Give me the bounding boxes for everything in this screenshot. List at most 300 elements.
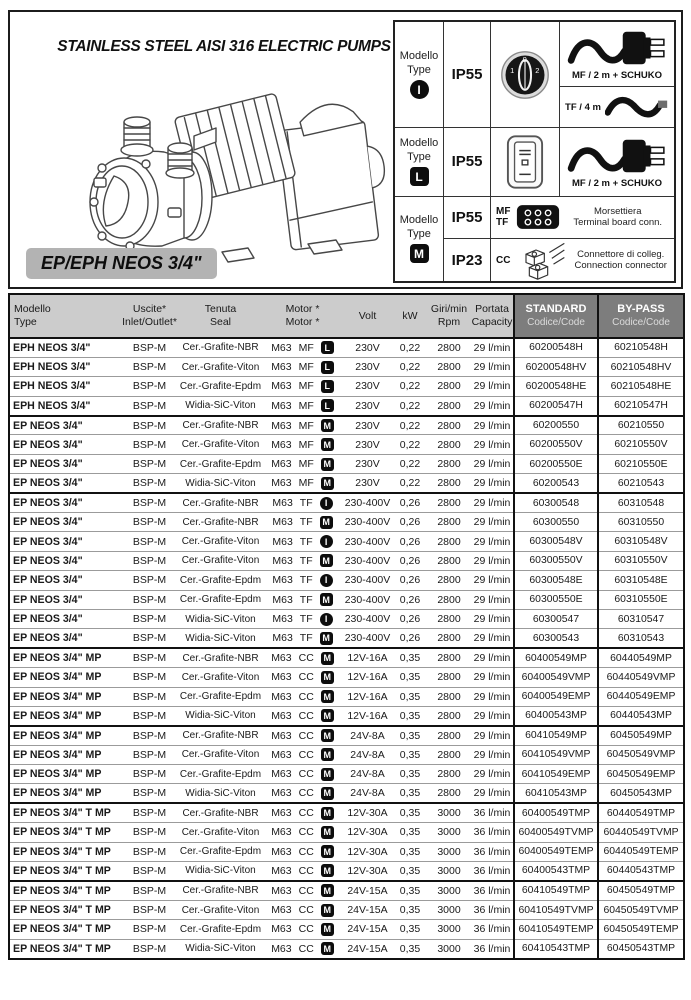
cell-seal: Cer.-Grafite-Epdm: [178, 571, 263, 590]
cell-bypass-code: 60440549TMP: [598, 803, 684, 822]
cell-bypass-code: 60440543TMP: [598, 862, 684, 881]
cell-seal: Cer.-Grafite-NBR: [178, 493, 263, 512]
cell-volt: 12V-30A: [342, 823, 393, 842]
cell-standard-code: 60300550V: [514, 551, 598, 570]
table-row: [9, 648, 684, 667]
motor-code: MF: [298, 458, 314, 471]
table-row: [9, 357, 684, 376]
motor-code: MF: [298, 341, 314, 354]
cell-bypass-code: 60440549TEMP: [598, 842, 684, 861]
motor-code: CC: [298, 671, 314, 684]
table-row: [9, 551, 684, 570]
cell-rpm: 2800: [427, 513, 471, 532]
cell-standard-code: 60300548V: [514, 532, 598, 551]
cell-model: EPH NEOS 3/4": [9, 338, 121, 357]
cell-rpm: 3000: [427, 900, 471, 919]
table-row: [9, 900, 684, 919]
type-label-cell: [395, 128, 444, 195]
cell-model: EP NEOS 3/4" MP: [9, 687, 121, 706]
cell-kw: 0,22: [393, 338, 427, 357]
cell-capacity: 29 l/min: [471, 338, 514, 357]
cell-kw: 0,22: [393, 416, 427, 435]
cell-bypass-code: 60310548: [598, 493, 684, 512]
cell-volt: 230V: [342, 396, 393, 415]
motor-code: TF: [299, 574, 313, 587]
cell-model: EP NEOS 3/4" MP: [9, 706, 121, 725]
cell-bypass-code: 60210543: [598, 474, 684, 493]
cell-model: EP NEOS 3/4" T MP: [9, 862, 121, 881]
cell-standard-code: 60400543MP: [514, 706, 598, 725]
type-m-subrows: [444, 197, 674, 281]
cell-volt: 12V-16A: [342, 648, 393, 667]
cell-motor: [263, 493, 342, 512]
cell-inlet-outlet: BSP-M: [121, 803, 178, 822]
cell-capacity: 36 l/min: [471, 803, 514, 822]
type-badge: M: [321, 768, 334, 781]
cell-inlet-outlet: BSP-M: [121, 823, 178, 842]
type-badge: M: [321, 458, 334, 471]
cell-seal: Cer.-Grafite-NBR: [178, 416, 263, 435]
cell-standard-code: 60410543TMP: [514, 939, 598, 958]
cell-inlet-outlet: BSP-M: [121, 862, 178, 881]
motor-size: M63: [271, 652, 292, 665]
cell-standard-code: 60300550: [514, 513, 598, 532]
cell-inlet-outlet: BSP-M: [121, 765, 178, 784]
table-row: [9, 377, 684, 396]
cell-model: EP NEOS 3/4" T MP: [9, 842, 121, 861]
cell-rpm: 2800: [427, 357, 471, 376]
cell-bypass-code: 60450543TMP: [598, 939, 684, 958]
cell-bypass-code: 60210548HV: [598, 357, 684, 376]
ip-rating: IP55: [451, 208, 483, 226]
cell-motor: [263, 939, 342, 958]
cell-bypass-code: 60310550: [598, 513, 684, 532]
cell-capacity: 29 l/min: [471, 765, 514, 784]
terminal-board-content: [491, 197, 674, 238]
cell-motor: [263, 823, 342, 842]
cell-rpm: 3000: [427, 823, 471, 842]
cell-kw: 0,35: [393, 765, 427, 784]
svg-text:0: 0: [522, 54, 527, 64]
cell-model: EP NEOS 3/4": [9, 571, 121, 590]
cell-volt: 12V-16A: [342, 706, 393, 725]
type-label: Type: [407, 228, 431, 241]
motor-size: M63: [271, 904, 292, 917]
type-row-m: [395, 197, 674, 281]
cell-inlet-outlet: BSP-M: [121, 513, 178, 532]
motor-code: CC: [298, 768, 314, 781]
cell-model: EP NEOS 3/4" MP: [9, 648, 121, 667]
connection-connector-icon: [516, 239, 566, 281]
cell-rpm: 3000: [427, 862, 471, 881]
cell-model: EP NEOS 3/4": [9, 493, 121, 512]
cell-volt: 24V-15A: [342, 939, 393, 958]
type-badge: M: [320, 632, 333, 645]
cell-kw: 0,35: [393, 648, 427, 667]
cell-volt: 230-400V: [342, 609, 393, 628]
cell-motor: [263, 745, 342, 764]
modello-label: Modello: [399, 137, 439, 150]
cell-rpm: 2800: [427, 532, 471, 551]
cell-inlet-outlet: BSP-M: [121, 745, 178, 764]
cell-capacity: 29 l/min: [471, 726, 514, 745]
cell-seal: Cer.-Grafite-NBR: [178, 881, 263, 900]
motor-size: M63: [272, 632, 293, 645]
cell-seal: Cer.-Grafite-Epdm: [178, 454, 263, 473]
switch-cell: [491, 22, 560, 127]
header-inlet-outlet: Uscite* Inlet/Outlet*: [121, 294, 178, 338]
cell-capacity: 29 l/min: [471, 668, 514, 687]
table-row: [9, 687, 684, 706]
cell-capacity: 29 l/min: [471, 435, 514, 454]
connection-schuko: [560, 22, 674, 87]
cell-rpm: 2800: [427, 687, 471, 706]
cell-capacity: 29 l/min: [471, 706, 514, 725]
cell-inlet-outlet: BSP-M: [121, 377, 178, 396]
motor-code: MF: [298, 419, 314, 432]
type-badge: I: [320, 574, 333, 587]
table-row: [9, 706, 684, 725]
cell-kw: 0,26: [393, 532, 427, 551]
cell-capacity: 29 l/min: [471, 571, 514, 590]
cell-model: EP NEOS 3/4": [9, 629, 121, 648]
cell-rpm: 2800: [427, 648, 471, 667]
cell-motor: [263, 900, 342, 919]
cell-seal: Cer.-Grafite-Viton: [178, 532, 263, 551]
ip-rating-cell: [444, 128, 491, 195]
type-badge: L: [321, 399, 334, 412]
cell-capacity: 29 l/min: [471, 493, 514, 512]
cell-volt: 230-400V: [342, 571, 393, 590]
cell-inlet-outlet: BSP-M: [121, 900, 178, 919]
motor-code-labels: [496, 206, 510, 228]
desc-english: Connection connector: [574, 260, 667, 271]
cell-standard-code: 60400543TMP: [514, 862, 598, 881]
cell-motor: [263, 338, 342, 357]
connector-desc: [572, 249, 669, 271]
cell-model: EP NEOS 3/4" MP: [9, 745, 121, 764]
product-label: EP/EPH NEOS 3/4": [26, 248, 217, 279]
cell-kw: 0,35: [393, 706, 427, 725]
cell-kw: 0,26: [393, 571, 427, 590]
cell-volt: 12V-16A: [342, 687, 393, 706]
cell-inlet-outlet: BSP-M: [121, 939, 178, 958]
cell-motor: [263, 726, 342, 745]
cell-bypass-code: 60440543MP: [598, 706, 684, 725]
cell-motor: [263, 609, 342, 628]
cell-rpm: 2800: [427, 706, 471, 725]
cell-seal: Cer.-Grafite-Viton: [178, 668, 263, 687]
schuko-plug-icon: [566, 134, 668, 178]
cell-motor: [263, 765, 342, 784]
ip-rating: IP55: [451, 153, 483, 171]
cell-rpm: 2800: [427, 745, 471, 764]
cell-model: EPH NEOS 3/4": [9, 396, 121, 415]
cell-bypass-code: 60440549MP: [598, 648, 684, 667]
type-badge: M: [321, 709, 334, 722]
cell-bypass-code: 60310550E: [598, 590, 684, 609]
cell-motor: [263, 862, 342, 881]
type-badge: M: [321, 807, 334, 820]
cell-kw: 0,35: [393, 900, 427, 919]
cell-motor: [263, 416, 342, 435]
motor-code: CC: [298, 826, 314, 839]
type-badge: M: [321, 942, 334, 955]
motor-size: M63: [272, 554, 293, 567]
motor-code: CC: [298, 748, 314, 761]
cell-volt: 230-400V: [342, 551, 393, 570]
cell-capacity: 29 l/min: [471, 377, 514, 396]
cell-standard-code: 60200548HV: [514, 357, 598, 376]
cell-bypass-code: 60210550V: [598, 435, 684, 454]
cell-inlet-outlet: BSP-M: [121, 648, 178, 667]
table-row: [9, 609, 684, 628]
cell-rpm: 2800: [427, 377, 471, 396]
motor-size: M63: [271, 768, 292, 781]
table-row: [9, 532, 684, 551]
cell-model: EP NEOS 3/4" T MP: [9, 920, 121, 939]
cell-standard-code: 60410543MP: [514, 784, 598, 803]
cell-volt: 12V-30A: [342, 862, 393, 881]
motor-size: M63: [271, 380, 292, 393]
cell-bypass-code: 60310543: [598, 629, 684, 648]
type-badge: M: [321, 923, 334, 936]
cell-volt: 230-400V: [342, 590, 393, 609]
cell-inlet-outlet: BSP-M: [121, 726, 178, 745]
cell-seal: Widia-SiC-Viton: [178, 474, 263, 493]
desc-italian: Connettore di colleg.: [577, 249, 665, 260]
cell-motor: [263, 920, 342, 939]
cell-capacity: 29 l/min: [471, 532, 514, 551]
schuko-label: MF / 2 m + SCHUKO: [572, 70, 662, 82]
cell-kw: 0,35: [393, 920, 427, 939]
type-badge: M: [321, 652, 334, 665]
cell-capacity: 29 l/min: [471, 629, 514, 648]
cell-seal: Cer.-Grafite-Epdm: [178, 377, 263, 396]
header-capacity: Portata Capacity: [471, 294, 514, 338]
cell-seal: Cer.-Grafite-NBR: [178, 726, 263, 745]
cell-model: EP NEOS 3/4" T MP: [9, 881, 121, 900]
connector-content: [491, 239, 674, 281]
motor-size: M63: [272, 574, 293, 587]
cell-capacity: 29 l/min: [471, 551, 514, 570]
cell-volt: 230-400V: [342, 513, 393, 532]
table-row: [9, 590, 684, 609]
cell-capacity: 29 l/min: [471, 784, 514, 803]
cell-inlet-outlet: BSP-M: [121, 706, 178, 725]
cell-inlet-outlet: BSP-M: [121, 493, 178, 512]
cell-standard-code: 60410549EMP: [514, 765, 598, 784]
cell-volt: 230V: [342, 357, 393, 376]
motor-code: CC: [298, 807, 314, 820]
cell-bypass-code: 60450543MP: [598, 784, 684, 803]
cell-motor: [263, 551, 342, 570]
cell-volt: 12V-30A: [342, 842, 393, 861]
subrow-terminal-board: [444, 197, 674, 238]
type-badge: M: [321, 671, 334, 684]
motor-code: CC: [298, 787, 314, 800]
cell-rpm: 3000: [427, 939, 471, 958]
cell-kw: 0,35: [393, 745, 427, 764]
cell-capacity: 36 l/min: [471, 881, 514, 900]
cell-volt: 24V-8A: [342, 726, 393, 745]
cell-standard-code: 60200547H: [514, 396, 598, 415]
motor-size: M63: [272, 516, 293, 529]
motor-code: CC: [298, 904, 314, 917]
cell-motor: [263, 629, 342, 648]
table-row: [9, 571, 684, 590]
cell-model: EP NEOS 3/4": [9, 590, 121, 609]
cell-seal: Cer.-Grafite-Epdm: [178, 842, 263, 861]
cell-model: EPH NEOS 3/4": [9, 377, 121, 396]
cell-volt: 24V-15A: [342, 881, 393, 900]
type-badge: M: [321, 438, 334, 451]
motor-code: MF: [298, 399, 314, 412]
type-badge: M: [321, 864, 334, 877]
cell-rpm: 2800: [427, 609, 471, 628]
cell-volt: 230V: [342, 435, 393, 454]
type-badge: M: [321, 826, 334, 839]
cell-bypass-code: 60310548V: [598, 532, 684, 551]
type-badge: M: [321, 904, 334, 917]
cell-model: EP NEOS 3/4" T MP: [9, 803, 121, 822]
cell-rpm: 2800: [427, 396, 471, 415]
ip-rating: IP55: [451, 66, 483, 84]
cell-kw: 0,35: [393, 803, 427, 822]
motor-size: M63: [271, 826, 292, 839]
cell-motor: [263, 396, 342, 415]
cell-volt: 24V-8A: [342, 765, 393, 784]
type-label: Type: [407, 64, 431, 77]
cell-bypass-code: 60450549VMP: [598, 745, 684, 764]
motor-size: M63: [271, 477, 292, 490]
cell-bypass-code: 60210550: [598, 416, 684, 435]
cell-standard-code: 60200550E: [514, 454, 598, 473]
cell-inlet-outlet: BSP-M: [121, 590, 178, 609]
cell-rpm: 3000: [427, 920, 471, 939]
type-badge: I: [320, 535, 333, 548]
motor-code: MF: [298, 380, 314, 393]
cell-kw: 0,22: [393, 454, 427, 473]
motor-code: CC: [298, 652, 314, 665]
cell-volt: 230V: [342, 454, 393, 473]
page-title: STAINLESS STEEL AISI 316 ELECTRIC PUMPS: [57, 38, 391, 55]
cell-rpm: 2800: [427, 571, 471, 590]
cell-volt: 24V-8A: [342, 745, 393, 764]
cell-bypass-code: 60450549TVMP: [598, 900, 684, 919]
cell-volt: 12V-16A: [342, 668, 393, 687]
motor-size: M63: [271, 884, 292, 897]
table-header-row: [9, 294, 684, 338]
cell-model: EPH NEOS 3/4": [9, 357, 121, 376]
cable-label: TF / 4 m: [565, 101, 601, 113]
cell-capacity: 29 l/min: [471, 590, 514, 609]
svg-text:1: 1: [510, 65, 515, 75]
header-bypass-code: BY-PASS Codice/Code: [598, 294, 684, 338]
type-badge: M: [321, 845, 334, 858]
cell-standard-code: 60400549TVMP: [514, 823, 598, 842]
type-badge: M: [321, 884, 334, 897]
cell-kw: 0,35: [393, 939, 427, 958]
motor-size: M63: [272, 593, 293, 606]
cell-volt: 230-400V: [342, 493, 393, 512]
schuko-plug-icon: [566, 26, 668, 70]
connection-cell: [560, 22, 674, 127]
cell-seal: Widia-SiC-Viton: [178, 862, 263, 881]
cell-model: EP NEOS 3/4" T MP: [9, 823, 121, 842]
cell-motor: [263, 454, 342, 473]
motor-size: M63: [271, 361, 292, 374]
motor-code: MF: [298, 477, 314, 490]
cell-seal: Cer.-Grafite-NBR: [178, 648, 263, 667]
cell-standard-code: 60400549VMP: [514, 668, 598, 687]
motor-size: M63: [271, 690, 292, 703]
cell-capacity: 29 l/min: [471, 396, 514, 415]
type-row-l: [395, 128, 674, 196]
cell-inlet-outlet: BSP-M: [121, 629, 178, 648]
switch-cell: [491, 128, 560, 195]
cell-seal: Widia-SiC-Viton: [178, 396, 263, 415]
cell-capacity: 36 l/min: [471, 939, 514, 958]
motor-size: M63: [271, 671, 292, 684]
modello-label: Modello: [399, 50, 439, 63]
cell-capacity: 29 l/min: [471, 609, 514, 628]
table-row: [9, 474, 684, 493]
cell-motor: [263, 357, 342, 376]
cell-inlet-outlet: BSP-M: [121, 571, 178, 590]
rocker-switch-icon: [506, 134, 544, 190]
motor-code: CC: [298, 942, 314, 955]
motor-code: CC: [298, 729, 314, 742]
motor-size: M63: [272, 535, 293, 548]
type-legend-table: [393, 20, 676, 283]
cell-standard-code: 60200550V: [514, 435, 598, 454]
table-row: [9, 726, 684, 745]
motor-size: M63: [271, 923, 292, 936]
cell-motor: [263, 532, 342, 551]
motor-size: M63: [271, 942, 292, 955]
cell-motor: [263, 784, 342, 803]
cell-bypass-code: 60210548HE: [598, 377, 684, 396]
motor-size: M63: [271, 864, 292, 877]
cell-seal: Widia-SiC-Viton: [178, 609, 263, 628]
cell-inlet-outlet: BSP-M: [121, 396, 178, 415]
type-badge: M: [321, 419, 334, 432]
cell-inlet-outlet: BSP-M: [121, 416, 178, 435]
motor-size: M63: [271, 807, 292, 820]
cell-kw: 0,22: [393, 435, 427, 454]
type-badge: M: [321, 748, 334, 761]
type-label-cell: [395, 22, 444, 127]
cell-rpm: 2800: [427, 765, 471, 784]
cell-model: EP NEOS 3/4" T MP: [9, 939, 121, 958]
cell-model: EP NEOS 3/4": [9, 551, 121, 570]
motor-code: TF: [299, 632, 313, 645]
cell-volt: 230-400V: [342, 532, 393, 551]
cell-standard-code: 60400549MP: [514, 648, 598, 667]
cell-capacity: 29 l/min: [471, 687, 514, 706]
table-row: [9, 803, 684, 822]
cell-kw: 0,22: [393, 396, 427, 415]
cell-motor: [263, 842, 342, 861]
svg-text:2: 2: [535, 65, 540, 75]
cell-model: EP NEOS 3/4": [9, 532, 121, 551]
cell-motor: [263, 687, 342, 706]
cell-motor: [263, 571, 342, 590]
cell-model: EP NEOS 3/4" MP: [9, 668, 121, 687]
cell-kw: 0,35: [393, 668, 427, 687]
cell-capacity: 29 l/min: [471, 357, 514, 376]
